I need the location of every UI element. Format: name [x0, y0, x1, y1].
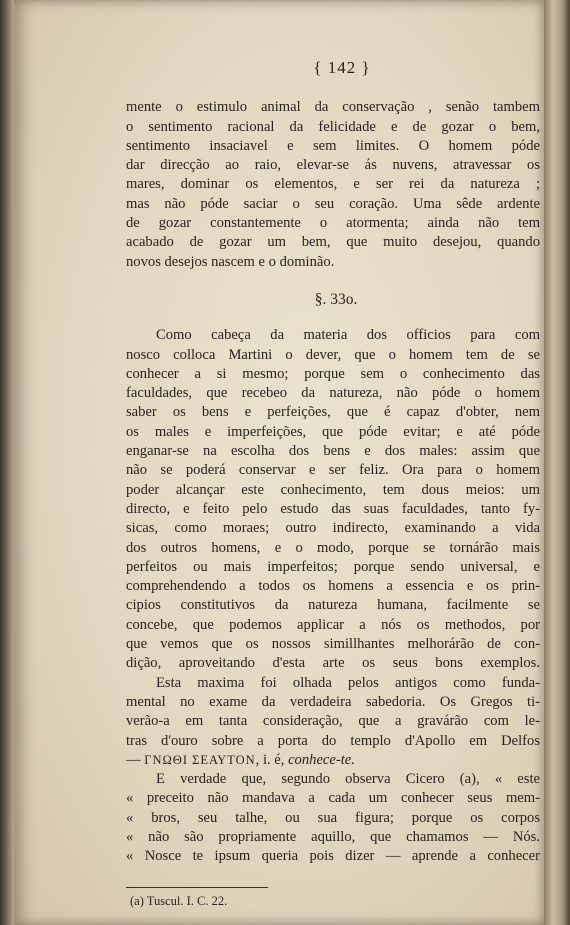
text-line: mas não póde saciar o seu coração. Uma sêde ardente: [126, 195, 540, 212]
text-line: « Nosce te ipsum queria pois dizer — aprende a conhecer: [126, 848, 540, 865]
text-line: mares, dominar os elementos, e ser rei da natureza ;: [126, 176, 540, 193]
text-line: perfeitos ou mais imperfeitos; porque sendo universal, e: [126, 558, 540, 575]
text-line: nosco colloca Martini o dever, que o homem tem de se: [126, 346, 540, 363]
text-line: E verdade que, segundo observa Cicero (a), « este: [156, 771, 540, 788]
text-line: directo, e feito pelo estudo das suas faculdades, tanto fy-: [126, 500, 540, 517]
paragraph-2: [126, 674, 540, 770]
text-line: enganar-se na escolha dos bens e dos males: assim que: [126, 443, 540, 460]
page-text: [126, 58, 540, 911]
footnote: (a) Tuscul. I. C. 22.: [130, 893, 228, 908]
text-line: dos outros homens, e o modo, porque se tornárão mais: [126, 539, 540, 556]
intro-paragraph: [126, 98, 540, 272]
text-line: poder alcançar este conhecimento, tem dous meios: um: [126, 481, 540, 498]
text-line: saber os bens e perfeições, que é capaz d'obter, nem: [126, 404, 540, 421]
text-line: que vemos que os nossos simillhantes melhorárão de con-: [126, 636, 540, 653]
section-heading: §. 33o.: [314, 290, 358, 308]
text-line: Esta maxima foi olhada pelos antigos como funda-: [156, 674, 540, 691]
text-line: dar direcção ao raio, elevar-se ás nuvens, atravessar os: [126, 157, 540, 174]
text-line: o sentimento racional da felicidade e de gozar o bem,: [126, 118, 540, 135]
text-line: acabado de gozar um bem, que muito desejou, quando: [126, 234, 540, 251]
text-line: sentimento insaciavel e sem limites. O homem póde: [126, 137, 540, 154]
text-line: comprehendendo a todos os homens a essencia e os prin-: [126, 578, 540, 595]
book-page: [14, 0, 544, 925]
page-number: { 142 }: [313, 58, 371, 77]
dash: —: [126, 751, 145, 768]
text-line: mente o estimulo animal da conservação , senão tambem: [126, 99, 540, 116]
text-line: cipios constitutivos da natureza humana, facilmente se: [126, 597, 540, 614]
text-line: verão-a em tanta consideração, que a gravárão com le-: [126, 713, 540, 730]
text-line: faculdades, que recebeo da natureza, não póde o homem: [126, 385, 540, 402]
paragraph-1: [126, 326, 540, 673]
text-line: conhecer a si mesmo; porque sem o conhecimento das: [126, 365, 540, 382]
text-line: não se poderá conservar e ser feliz. Ora para o homem: [126, 462, 540, 479]
inscription-connector: , i. é,: [255, 751, 289, 768]
text-line: sicas, como moraes; outro indirecto, examinando a vida: [126, 520, 540, 537]
text-line: concebe, que podemos applicar a nós os methodos, por: [126, 616, 540, 633]
inscription-translation: conhece-te.: [288, 751, 355, 768]
text-line: mental no exame da verdadeira sabedoria. Os Gregos ti-: [126, 693, 540, 710]
greek-inscription-line: [126, 751, 540, 770]
text-line: Como cabeça da materia dos officios para com: [156, 327, 540, 344]
text-line: « não são propriamente aquillo, que chamamos — Nós.: [126, 828, 540, 845]
footnote-rule: [126, 887, 268, 888]
paragraph-3: [126, 770, 540, 866]
text-line: de gozar constantemente o atormenta; ainda não tem: [126, 215, 540, 232]
next-page-edge: [544, 0, 570, 925]
text-line: novos desejos nascem e o dominão.: [126, 253, 335, 270]
text-line: « preceito não mandava a cada um conhecer seus mem-: [126, 790, 540, 807]
text-line: tras d'ouro sobre a porta do templo d'Apollo em Delfos: [126, 732, 540, 749]
greek-inscription: ΓΝΩΘΙ ΣΕΑΥΤΟΝ: [144, 752, 256, 767]
text-line: os males e imperfeições, que póde evitar; e até póde: [126, 423, 540, 440]
text-line: « bros, seu talhe, ou sua figura; porque os corpos: [126, 809, 540, 826]
text-line: dição, aproveitando d'esta arte os seus bons exemplos.: [126, 655, 540, 672]
